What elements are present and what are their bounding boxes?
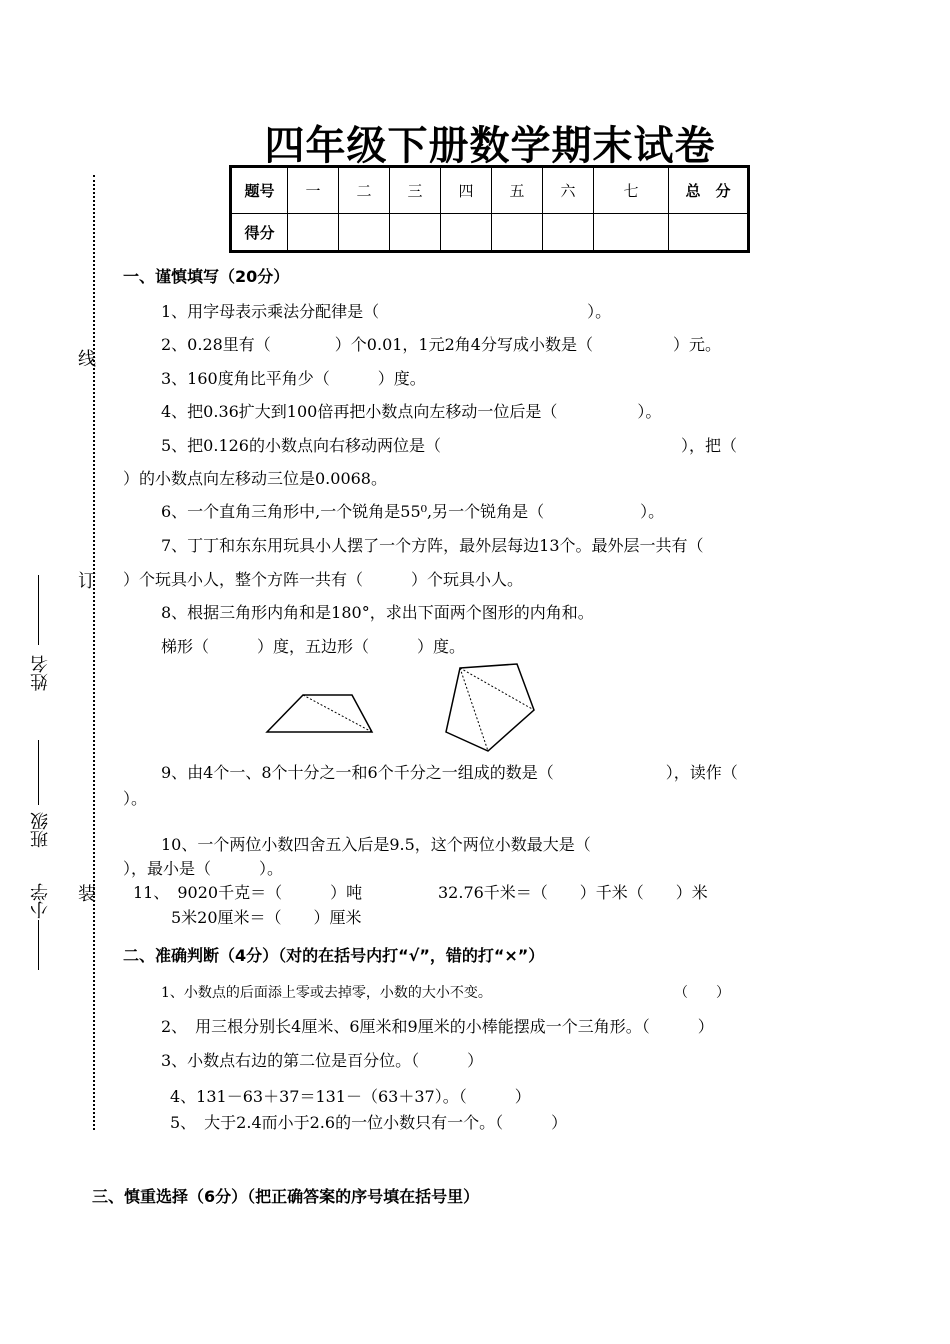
score-header-cell: 六 xyxy=(543,167,594,214)
question-1-7-line2: ）个玩具小人，整个方阵一共有（ ）个玩具小人。 xyxy=(123,570,524,589)
class-blank xyxy=(38,740,39,805)
score-header-cell: 三 xyxy=(390,167,441,214)
question-2-3: 3、小数点右边的第二位是百分位。（ ） xyxy=(161,1051,484,1070)
section-1-title: 一、谨慎填写（20分） xyxy=(123,267,290,286)
score-header-cell: 一 xyxy=(288,167,339,214)
trapezoid-shape xyxy=(267,695,372,732)
question-1-10-line2: ），最小是（ ）。 xyxy=(123,859,284,878)
question-1-8: 8、根据三角形内角和是180°，求出下面两个图形的内角和。 xyxy=(161,603,594,622)
score-header-cell: 总 分 xyxy=(669,167,749,214)
question-1-3: 3、160度角比平角少（ ）度。 xyxy=(161,369,426,388)
question-1-5-line2: ）的小数点向左移动三位是0.0068。 xyxy=(123,469,387,488)
shapes-figure xyxy=(260,660,550,760)
question-2-1-bracket: （ ） xyxy=(674,985,730,1001)
score-header-cell: 二 xyxy=(339,167,390,214)
question-1-11-part3: 5米20厘米＝（ ）厘米 xyxy=(171,908,362,927)
school-label: 小学 xyxy=(30,883,51,919)
question-1-9-line2: ）。 xyxy=(123,789,148,808)
score-cell xyxy=(543,214,594,252)
score-cell xyxy=(492,214,543,252)
binding-label-zhuang: 装 xyxy=(78,884,96,905)
question-1-11-part2: 32.76千米＝（ ）千米（ ）米 xyxy=(438,883,708,902)
question-2-1: 1、小数点的后面添上零或去掉零，小数的大小不变。 xyxy=(161,985,492,1001)
question-2-5: 5、 大于2.4而小于2.6的一位小数只有一个。（ ） xyxy=(170,1113,568,1132)
page-title: 四年级下册数学期末试卷 xyxy=(264,123,716,169)
question-1-8-answers: 梯形（ ）度，五边形（ ）度。 xyxy=(161,637,466,656)
class-label: 班级 xyxy=(30,812,51,848)
question-1-1: 1、用字母表示乘法分配律是（ ）。 xyxy=(161,302,612,321)
question-1-5-line1: 5、把0.126的小数点向右移动两位是（ ），把（ xyxy=(161,436,737,455)
section-2-title: 二、准确判断（4分）（对的在括号内打“√”，错的打“×”） xyxy=(123,946,545,965)
score-cell xyxy=(594,214,669,252)
score-header-cell: 四 xyxy=(441,167,492,214)
pentagon-diagonal xyxy=(460,668,488,751)
question-2-4: 4、131－63＋37＝131－（63＋37）。（ ） xyxy=(170,1087,531,1106)
school-blank xyxy=(38,920,39,970)
question-1-2: 2、0.28里有（ ）个0.01，1元2角4分写成小数是（ ）元。 xyxy=(161,335,721,354)
name-blank xyxy=(38,575,41,645)
score-cell xyxy=(669,214,749,252)
pentagon-diagonal xyxy=(460,668,534,710)
score-header-cell: 题号 xyxy=(231,167,288,214)
score-row-label: 得分 xyxy=(231,214,288,252)
question-1-6: 6、一个直角三角形中,一个锐角是55⁰,另一个锐角是（ ）。 xyxy=(161,502,665,521)
score-table xyxy=(229,165,750,253)
binding-label-ding: 订 xyxy=(78,571,96,592)
score-header-cell: 七 xyxy=(594,167,669,214)
score-cell xyxy=(390,214,441,252)
score-cell xyxy=(441,214,492,252)
question-1-10-line1: 10、一个两位小数四舍五入后是9.5，这个两位小数最大是（ xyxy=(161,835,591,854)
question-1-9-line1: 9、由4个一、8个十分之一和6个千分之一组成的数是（ ），读作（ xyxy=(161,763,738,782)
binding-label-xian: 线 xyxy=(78,349,96,370)
score-cell xyxy=(339,214,390,252)
question-1-11-part1: 11、 9020千克＝（ ）吨 xyxy=(133,883,363,902)
question-2-2: 2、 用三根分别长4厘米、6厘米和9厘米的小棒能摆成一个三角形。（ ） xyxy=(161,1017,714,1036)
score-header-cell: 五 xyxy=(492,167,543,214)
question-1-4: 4、把0.36扩大到100倍再把小数点向左移动一位后是（ ）。 xyxy=(161,402,662,421)
pentagon-shape xyxy=(446,664,534,751)
binding-dotted-line xyxy=(93,175,95,1130)
score-cell xyxy=(288,214,339,252)
question-1-7-line1: 7、丁丁和东东用玩具小人摆了一个方阵，最外层每边13个。最外层一共有（ xyxy=(161,536,704,555)
section-3-title: 三、慎重选择（6分）（把正确答案的序号填在括号里） xyxy=(92,1187,480,1206)
name-label: 姓名 xyxy=(30,655,51,691)
